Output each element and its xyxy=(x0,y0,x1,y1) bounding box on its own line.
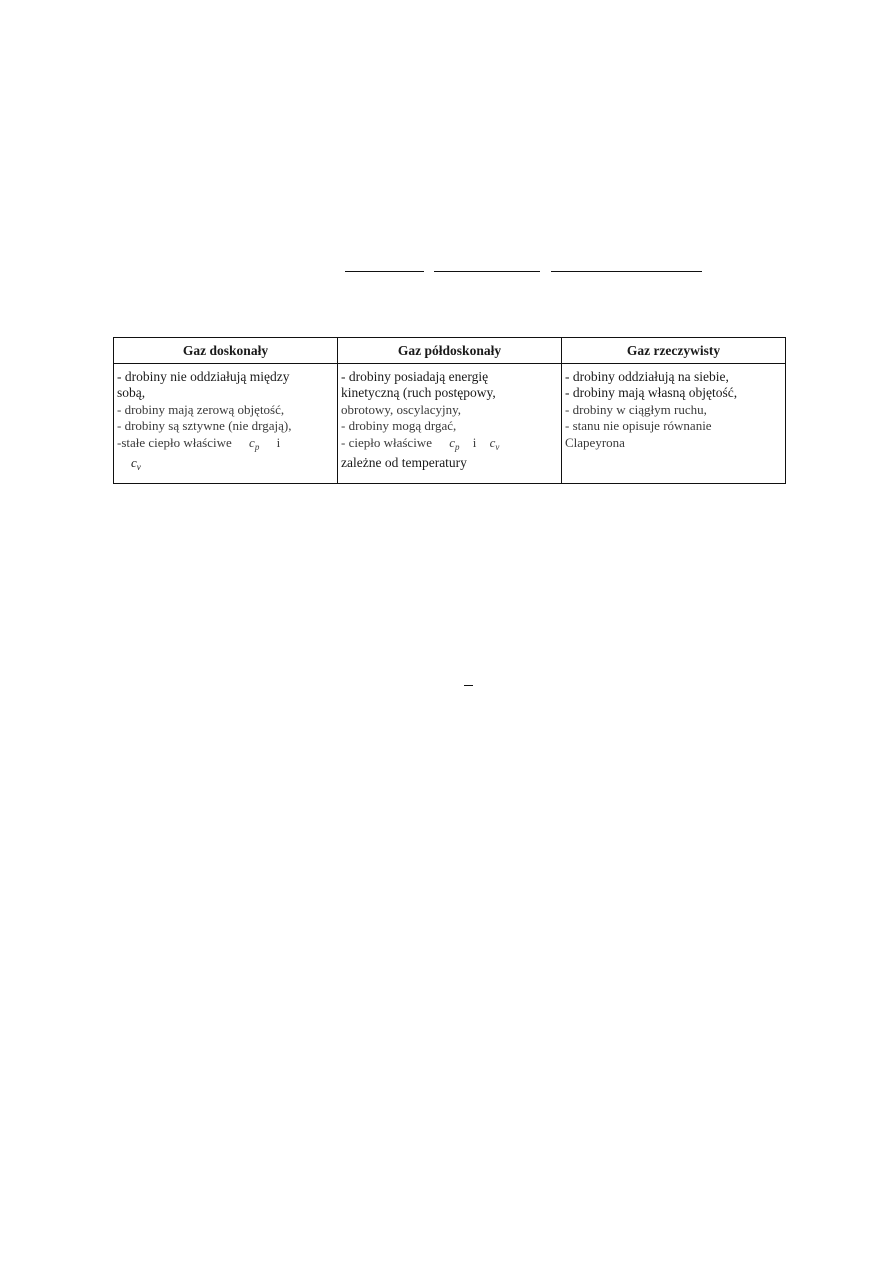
conjunction-text: i xyxy=(472,434,477,450)
header-semi-ideal-gas: Gaz półdoskonały xyxy=(338,338,562,364)
cell-semi-ideal-gas xyxy=(338,364,562,484)
cell-line: - drobiny mają zerową objętość, xyxy=(117,401,285,417)
underline-mark-4 xyxy=(464,685,473,686)
header-ideal-gas: Gaz doskonały xyxy=(114,338,338,364)
cell-line: zależne od temperatury xyxy=(341,455,467,471)
cell-line: - drobiny oddziałują na siebie, xyxy=(565,369,729,384)
cv-symbol: $c_v$ xyxy=(489,434,500,452)
cell-line: - drobiny mają własną objętość, xyxy=(565,385,738,401)
cp-symbol: $c_p$ xyxy=(449,434,460,452)
cell-line: kinetyczną (ruch postępowy, xyxy=(341,385,496,401)
cell-line xyxy=(117,455,334,475)
cell-ideal-gas xyxy=(114,364,338,484)
cell-line: Clapeyrona xyxy=(565,434,625,450)
cp-symbol: $c_p$ xyxy=(249,434,260,452)
underline-mark-3 xyxy=(551,271,702,272)
underline-mark-2 xyxy=(434,271,540,272)
conjunction-text: i xyxy=(276,434,281,450)
cell-real-gas xyxy=(562,364,786,484)
cv-symbol: $c_v$ xyxy=(131,455,141,473)
cell-line: - drobiny posiadają energię xyxy=(341,369,489,384)
table-row xyxy=(114,364,786,484)
table-header-row xyxy=(114,338,786,364)
cell-line: - drobiny w ciągłym ruchu, xyxy=(565,401,707,417)
underline-mark-1 xyxy=(345,271,424,272)
cell-line: - drobiny nie oddziałują między xyxy=(117,369,290,384)
cell-line: - stanu nie opisuje równanie xyxy=(565,418,712,434)
gas-comparison-table xyxy=(113,337,786,484)
cell-line: - drobiny są sztywne (nie drgają), xyxy=(117,418,292,434)
cell-line xyxy=(341,435,558,455)
header-real-gas: Gaz rzeczywisty xyxy=(562,338,786,364)
cell-line: obrotowy, oscylacyjny, xyxy=(341,401,461,417)
cell-text: -stałe ciepło właściwe xyxy=(117,434,232,450)
cell-line: - drobiny mogą drgać, xyxy=(341,418,457,434)
cell-line xyxy=(117,435,334,455)
cell-text: - ciepło właściwe xyxy=(341,434,432,450)
cell-line: sobą, xyxy=(117,385,146,401)
